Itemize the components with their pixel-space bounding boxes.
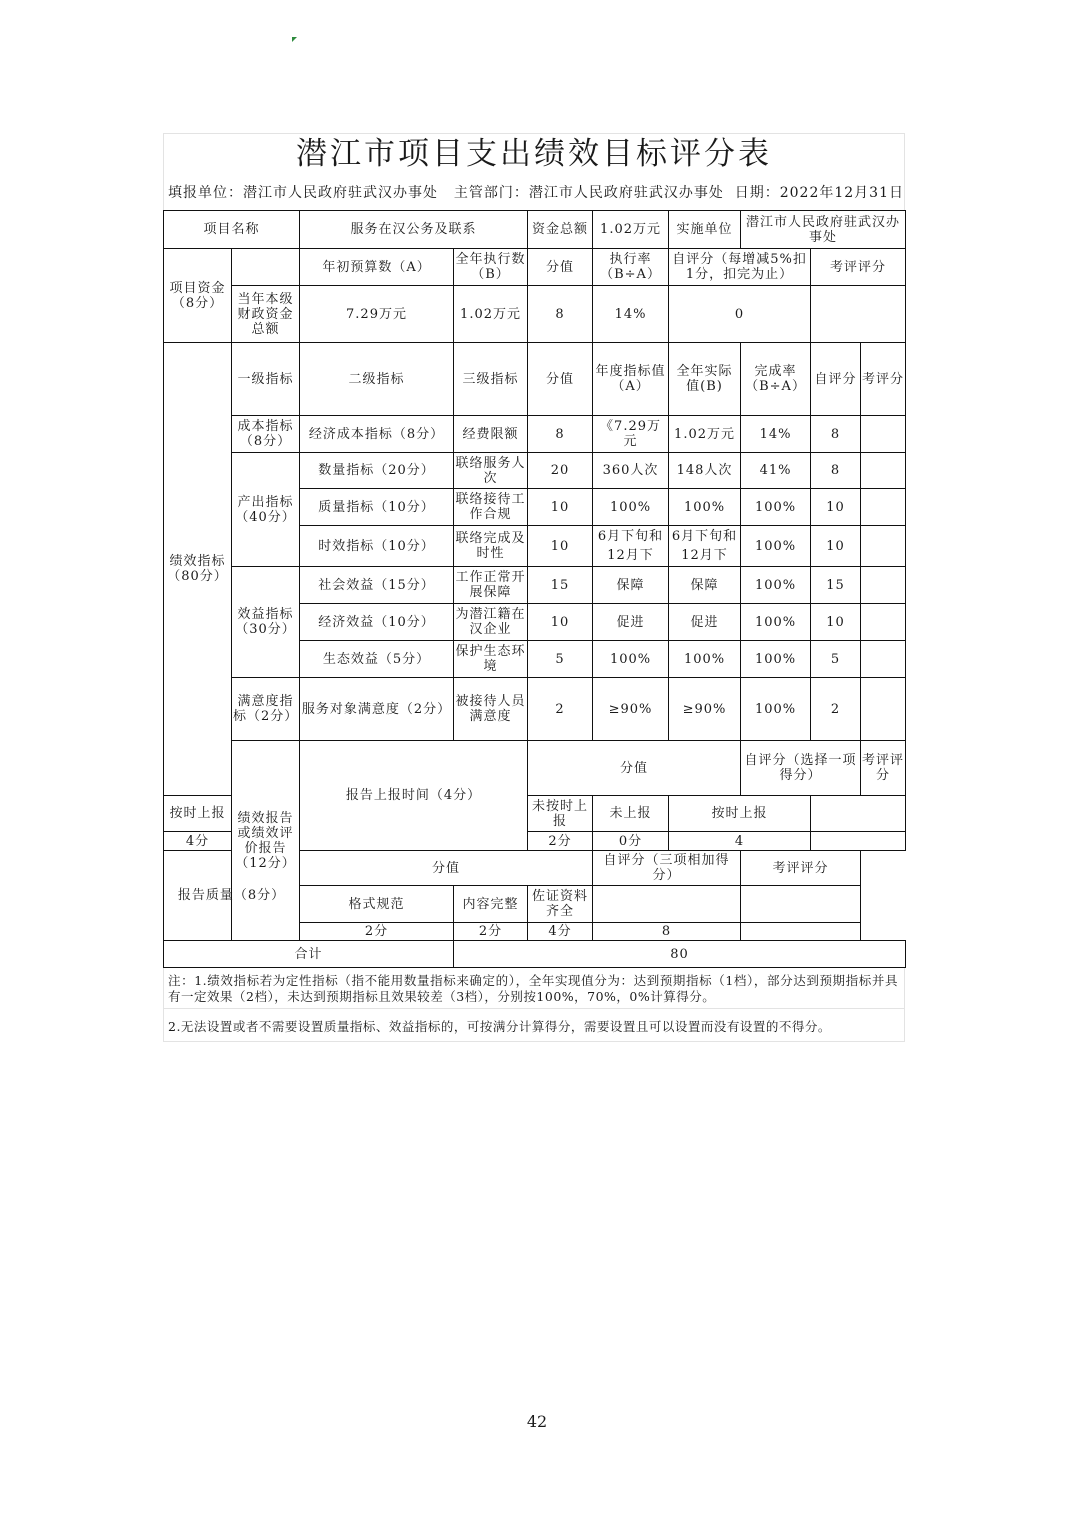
score-cell: 15 xyxy=(528,567,593,604)
rate-cell: 100% xyxy=(741,678,811,741)
perf-section-label: 绩效指标（80分） xyxy=(164,343,232,796)
target-cell: 100% xyxy=(593,489,669,526)
output-indicator-label: 产出指标（40分） xyxy=(232,453,300,567)
option-on-time: 按时上报 xyxy=(164,796,232,832)
satisfaction-indicator-label: 满意度指标（2分） xyxy=(232,678,300,741)
page-number: 42 xyxy=(526,1412,548,1431)
budget-header: 年初预算数（A） xyxy=(300,249,454,286)
target-cell: 促进 xyxy=(593,604,669,641)
l3-cell: 工作正常开展保障 xyxy=(454,567,528,604)
points-on-time: 4分 xyxy=(164,832,232,851)
points-evidence: 4分 xyxy=(528,923,593,941)
exec-value: 1.02万元 xyxy=(454,286,528,343)
score-cell: 5 xyxy=(528,641,593,678)
actual-cell: 100% xyxy=(669,641,741,678)
report-quality-eval-blank xyxy=(741,886,861,923)
score-sheet xyxy=(163,133,905,1042)
notes xyxy=(163,968,905,1042)
option-content: 内容完整 xyxy=(454,886,528,923)
option-not-reported: 未上报 xyxy=(593,796,669,832)
perf-row xyxy=(164,567,906,604)
actual-cell: 6月下旬和12月下 xyxy=(669,526,741,567)
budget-value: 7.29万元 xyxy=(300,286,454,343)
eval-cell xyxy=(861,641,906,678)
perf-self-header: 自评分 xyxy=(811,343,861,416)
cost-indicator-label: 成本指标（8分） xyxy=(232,416,300,453)
l3-cell: 联络完成及时性 xyxy=(454,526,528,567)
eval-cell xyxy=(861,416,906,453)
points-late: 2分 xyxy=(528,832,593,851)
exec-header: 全年执行数（B） xyxy=(454,249,528,286)
self-score-header: 自评分（每增减5%扣1分，扣完为止） xyxy=(669,249,811,286)
target-cell: ≥90% xyxy=(593,678,669,741)
l2-cell: 生态效益（5分） xyxy=(300,641,454,678)
perf-row xyxy=(164,416,906,453)
report-section-label: 绩效报告或绩效评价报告（12分） xyxy=(232,741,300,941)
report-quality-self-score: 8 xyxy=(593,923,741,941)
eval-cell xyxy=(861,678,906,741)
report-quality-self-blank xyxy=(593,886,741,923)
cell-comment-marker xyxy=(292,37,297,42)
report-time-eval-score xyxy=(811,832,906,851)
score-table xyxy=(163,210,906,968)
exec-rate-header: 执行率（B÷A） xyxy=(593,249,669,286)
total-row xyxy=(164,941,906,968)
self-cell: 5 xyxy=(811,641,861,678)
score-cell: 8 xyxy=(528,416,593,453)
project-row xyxy=(164,211,906,249)
target-cell: 6月下旬和12月下 xyxy=(593,526,669,567)
funding-header-row xyxy=(164,249,906,286)
impl-unit: 潜江市人民政府驻武汉办事处 xyxy=(741,211,906,249)
option-format: 格式规范 xyxy=(300,886,454,923)
l3-cell: 联络服务人次 xyxy=(454,453,528,489)
option-late: 未按时上报 xyxy=(528,796,593,832)
note-1: 注：1.绩效指标若为定性指标（指不能用数量指标来确定的），全年实现值分为：达到预期指标（1档），部分达到预期指标并具有一定效果（2档），未达到预期指标且效果较差（3档），分别按100%，70%，0%计算得分。 xyxy=(164,968,904,1009)
perf-eval-header: 考评分 xyxy=(861,343,906,416)
actual-cell: 100% xyxy=(669,489,741,526)
l3-cell: 联络接待工作合规 xyxy=(454,489,528,526)
exec-rate: 14% xyxy=(593,286,669,343)
l3-cell: 经费限额 xyxy=(454,416,528,453)
l2-cell: 社会效益（15分） xyxy=(300,567,454,604)
actual-cell: 1.02万元 xyxy=(669,416,741,453)
self-cell: 15 xyxy=(811,567,861,604)
funding-self-score: 0 xyxy=(669,286,811,343)
score-cell: 10 xyxy=(528,604,593,641)
option-evidence: 佐证资料齐全 xyxy=(528,886,593,923)
l2-cell: 时效指标（10分） xyxy=(300,526,454,567)
points-format: 2分 xyxy=(300,923,454,941)
self-cell: 10 xyxy=(811,526,861,567)
actual-cell: 保障 xyxy=(669,567,741,604)
page-title: 潜江市项目支出绩效目标评分表 xyxy=(163,133,905,174)
l2-cell: 质量指标（10分） xyxy=(300,489,454,526)
l2-header: 二级指标 xyxy=(300,343,454,416)
rate-cell: 100% xyxy=(741,604,811,641)
report-date: 日期：2022年12月31日 xyxy=(734,185,904,201)
self-cell: 10 xyxy=(811,604,861,641)
report-time-self-score: 4 xyxy=(669,832,811,851)
report-time-label: 报告上报时间（4分） xyxy=(300,741,528,851)
score-cell: 2 xyxy=(528,678,593,741)
rate-cell: 100% xyxy=(741,641,811,678)
funding-score: 8 xyxy=(528,286,593,343)
report-time-score-header: 分值 xyxy=(528,741,741,796)
report-time-self-text: 按时上报 xyxy=(669,796,811,832)
l1-header: 一级指标 xyxy=(232,343,300,416)
note-2: 2.无法设置或者不需要设置质量指标、效益指标的，可按满分计算得分，需要设置且可以设置而没有设置的不得分。 xyxy=(168,1019,831,1034)
actual-cell: 148人次 xyxy=(669,453,741,489)
score-cell: 10 xyxy=(528,489,593,526)
rate-header: 完成率（B÷A） xyxy=(741,343,811,416)
rate-cell: 14% xyxy=(741,416,811,453)
actual-header: 全年实际值(B) xyxy=(669,343,741,416)
perf-row xyxy=(164,453,906,489)
project-name-label: 项目名称 xyxy=(164,211,300,249)
target-cell: 保障 xyxy=(593,567,669,604)
funding-section-label: 项目资金（8分） xyxy=(164,249,232,343)
perf-header-row xyxy=(164,343,906,416)
target-header: 年度指标值（A） xyxy=(593,343,669,416)
l2-cell: 服务对象满意度（2分） xyxy=(300,678,454,741)
fund-label: 资金总额 xyxy=(528,211,593,249)
eval-cell xyxy=(861,567,906,604)
report-quality-score-header: 分值 xyxy=(300,851,593,886)
report-quality-self-header: 自评分（三项相加得分） xyxy=(593,851,741,886)
target-cell: 《7.29万元 xyxy=(593,416,669,453)
score-cell: 10 xyxy=(528,526,593,567)
funding-eval-score xyxy=(811,286,906,343)
perf-row xyxy=(164,678,906,741)
report-time-eval-blank xyxy=(811,796,906,832)
l2-cell: 经济效益（10分） xyxy=(300,604,454,641)
funding-data-row xyxy=(164,286,906,343)
eval-cell xyxy=(861,489,906,526)
l2-cell: 经济成本指标（8分） xyxy=(300,416,454,453)
project-name: 服务在汉公务及联系 xyxy=(300,211,528,249)
rate-cell: 100% xyxy=(741,567,811,604)
self-cell: 2 xyxy=(811,678,861,741)
rate-cell: 100% xyxy=(741,489,811,526)
report-quality-eval-header: 考评评分 xyxy=(741,851,861,886)
l3-cell: 被接待人员满意度 xyxy=(454,678,528,741)
rate-cell: 100% xyxy=(741,526,811,567)
self-cell: 8 xyxy=(811,453,861,489)
l3-header: 三级指标 xyxy=(454,343,528,416)
actual-cell: ≥90% xyxy=(669,678,741,741)
l2-cell: 数量指标（20分） xyxy=(300,453,454,489)
eval-cell xyxy=(861,526,906,567)
l3-cell: 为潜江籍在汉企业 xyxy=(454,604,528,641)
supervising-dept: 主管部门：潜江市人民政府驻武汉办事处 xyxy=(453,185,724,201)
eval-cell xyxy=(861,453,906,489)
report-quality-eval-score xyxy=(741,923,861,941)
report-time-eval-header: 考评评分 xyxy=(861,741,906,796)
target-cell: 100% xyxy=(593,641,669,678)
eval-cell xyxy=(861,604,906,641)
actual-cell: 促进 xyxy=(669,604,741,641)
funding-blank xyxy=(232,249,300,286)
points-not-reported: 0分 xyxy=(593,832,669,851)
total-value: 80 xyxy=(454,941,906,968)
report-time-header-row xyxy=(164,741,906,796)
self-cell: 8 xyxy=(811,416,861,453)
points-content: 2分 xyxy=(454,923,528,941)
total-label: 合计 xyxy=(164,941,454,968)
impl-unit-label: 实施单位 xyxy=(669,211,741,249)
target-cell: 360人次 xyxy=(593,453,669,489)
meta-bar xyxy=(163,174,905,210)
rate-cell: 41% xyxy=(741,453,811,489)
funding-row-label: 当年本级财政资金总额 xyxy=(232,286,300,343)
perf-score-header: 分值 xyxy=(528,343,593,416)
eval-score-header: 考评评分 xyxy=(811,249,906,286)
report-time-self-header: 自评分（选择一项得分） xyxy=(741,741,861,796)
self-cell: 10 xyxy=(811,489,861,526)
reporting-unit: 填报单位：潜江市人民政府驻武汉办事处 xyxy=(168,185,438,201)
l3-cell: 保护生态环境 xyxy=(454,641,528,678)
score-header: 分值 xyxy=(528,249,593,286)
score-cell: 20 xyxy=(528,453,593,489)
benefit-indicator-label: 效益指标（30分） xyxy=(232,567,300,678)
fund-value: 1.02万元 xyxy=(593,211,669,249)
report-quality-label: 报告质量（8分） xyxy=(164,851,300,941)
